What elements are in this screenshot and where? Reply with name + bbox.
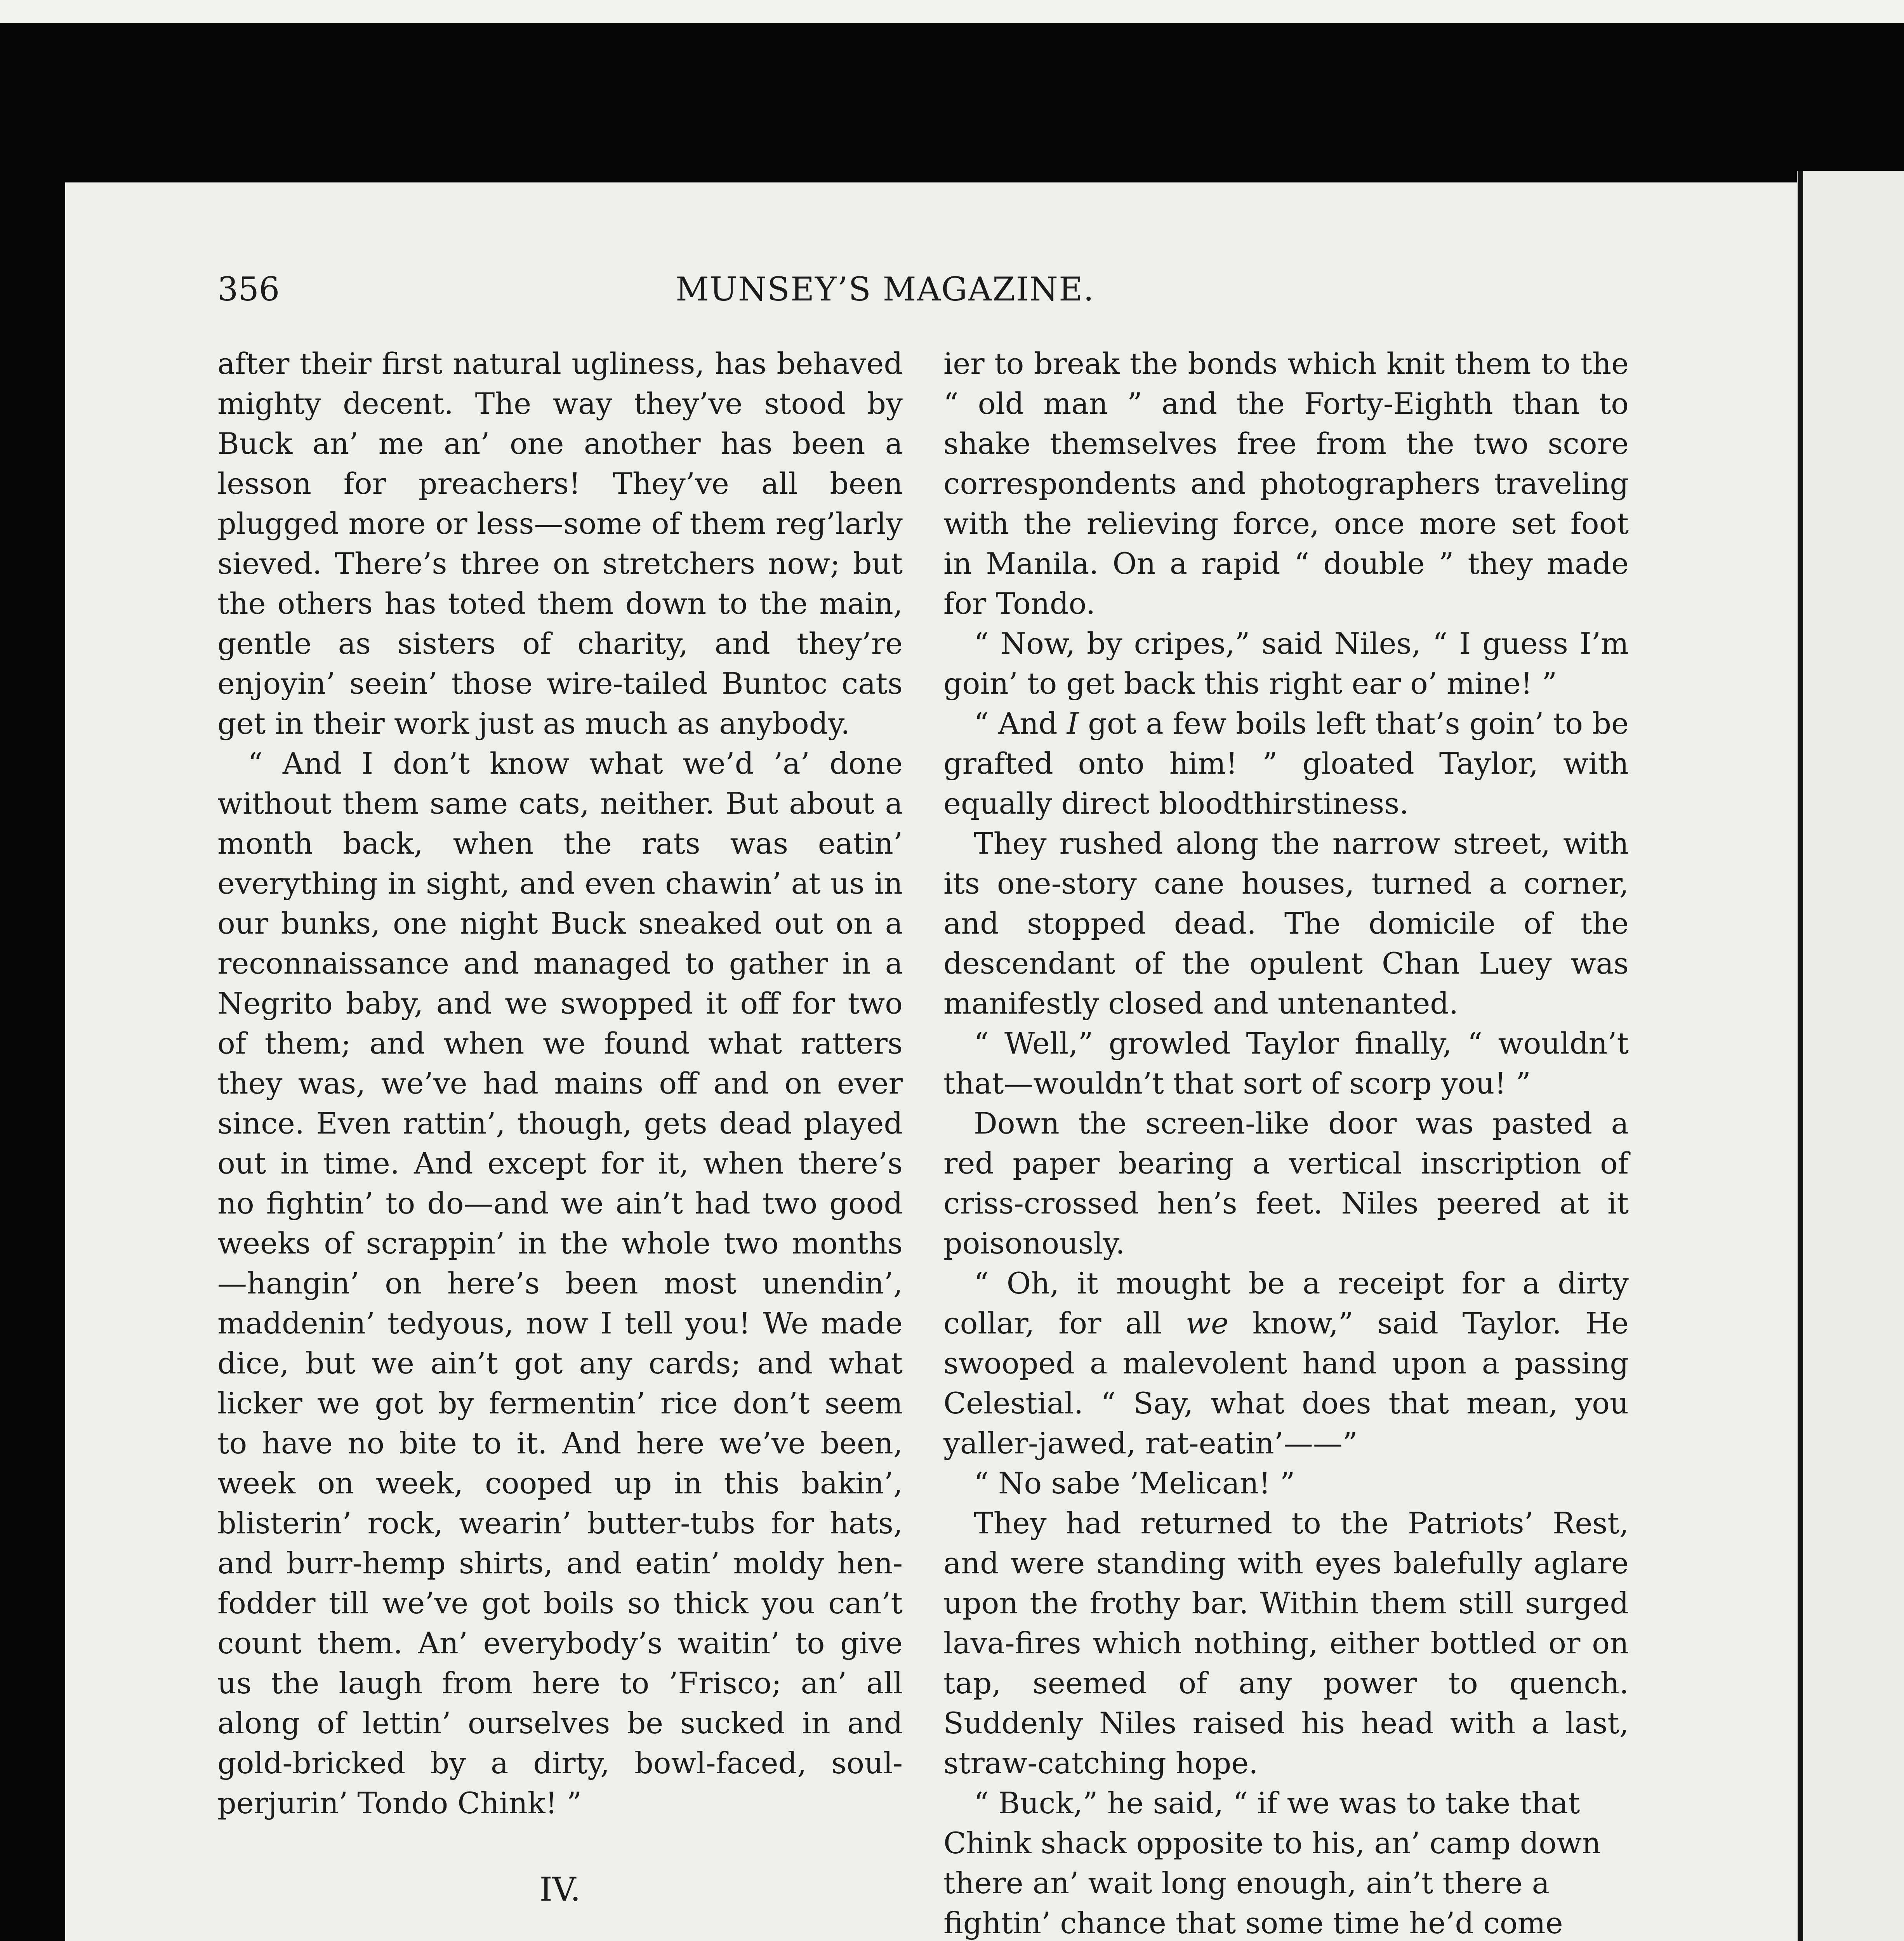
right-column: [943, 344, 1629, 1941]
paragraph: They had returned to the Patriots’ Rest, and were standing with eyes balefully aglare upon the frothy bar. Within them still surged lava-fires which nothing, either bottled or on tap, seemed of any power to quench. Suddenly Niles raised his head with a last, straw-catching hope.: [943, 1506, 1629, 1780]
paragraph: after their first natural ugliness, has behaved mighty decent. The way they’ve stood by Buck an’ me an’ one another has been a lesson for preachers! They’ve all been plugged more or less—some of them reg’larly sieved. There’s three on stretchers now; but the others has toted them down to the main, gentle as sisters of charity, and they’re enjoyin’ seein’ those wire-tailed Buntoc cats get in their work just as much as anybody.: [217, 346, 903, 741]
paragraph: “ And I don’t know what we’d ’a’ done without them same cats, neither. But about a month back, when the rats was eatin’ everything in sight, and even chawin’ at us in our bunks, one night Buck sneaked out on a reconnaissance and managed to gather in a Negrito baby, and we swopped it off for two of them; and when we found what ratters they was, we’ve had mains off and on ever since. Even rattin’, though, gets dead played out in time. And except for it, when there’s no fightin’ to do—and we ain’t had two good weeks of scrappin’ in the whole two months—hangin’ on here’s been most unendin’, maddenin’ tedyous, now I tell you! We made dice, but we ain’t got any cards; and what licker we got by fermentin’ rice don’t seem to have no bite to it. And here we’ve been, week on week, cooped up in this bakin’, blisterin’ rock, wearin’ butter-tubs for hats, and burr-hemp shirts, and eatin’ moldy hen-fodder till we’ve got boils so thick you can’t count them. An’ everybody’s waitin’ to give us the laugh from here to ’Frisco; an’ all along of lettin’ ourselves be sucked in and gold-bricked by a dirty, bowl-faced, soul-perjurin’ Tondo Chink! ”: [217, 746, 903, 1820]
running-head: MUNSEY’S MAGAZINE.: [676, 270, 1095, 308]
section-heading: IV.: [539, 1870, 581, 1908]
paragraph: ier to break the bonds which knit them to the “ old man ” and the Forty-Eighth than to shake themselves free from the two score correspondents and photographers traveling with the relieving force, once more set foot in Manila. On a rapid “ double ” they made for Tondo.: [943, 346, 1629, 621]
next-page-edge: [1797, 171, 1904, 1941]
paragraph: “ Buck,” he said, “ if we was to take that Chink shack opposite to his, an’ camp down there an’ wait long enough, ain’t there a fightin’ chance that some time he’d come: [943, 1786, 1601, 1940]
paragraph: “ No sabe ’Melican! ”: [974, 1466, 1295, 1500]
page-number: 356: [217, 270, 280, 308]
paragraph: “ And I got a few boils left that’s goin’ to be grafted onto him! ” gloated Taylor, with equally direct bloodthirstiness.: [943, 706, 1629, 821]
paragraph: They rushed along the narrow street, with its one-story cane houses, turned a corner, and stopped dead. The domicile of the descendant of the opulent Chan Luey was manifestly closed and untenanted.: [943, 826, 1629, 1021]
paragraph: Down the screen-like door was pasted a red paper bearing a vertical inscription of criss-crossed hen’s feet. Niles peered at it poisonously.: [943, 1106, 1629, 1260]
paragraph: “ Oh, it mought be a receipt for a dirty collar, for all we know,” said Taylor. He swooped a malevolent hand upon a passing Celestial. “ Say, what does that mean, you yaller-jawed, rat-eatin’——”: [943, 1266, 1629, 1460]
left-column: [217, 344, 903, 1941]
scan-top-band: [0, 0, 1904, 23]
paragraph: “ Well,” growled Taylor finally, “ wouldn’t that—wouldn’t that sort of scorp you! ”: [943, 1026, 1629, 1101]
paragraph: “ Now, by cripes,” said Niles, “ I guess I’m goin’ to get back this right ear o’ mine! ”: [943, 626, 1629, 701]
next-page-gutter: [1798, 171, 1803, 1941]
